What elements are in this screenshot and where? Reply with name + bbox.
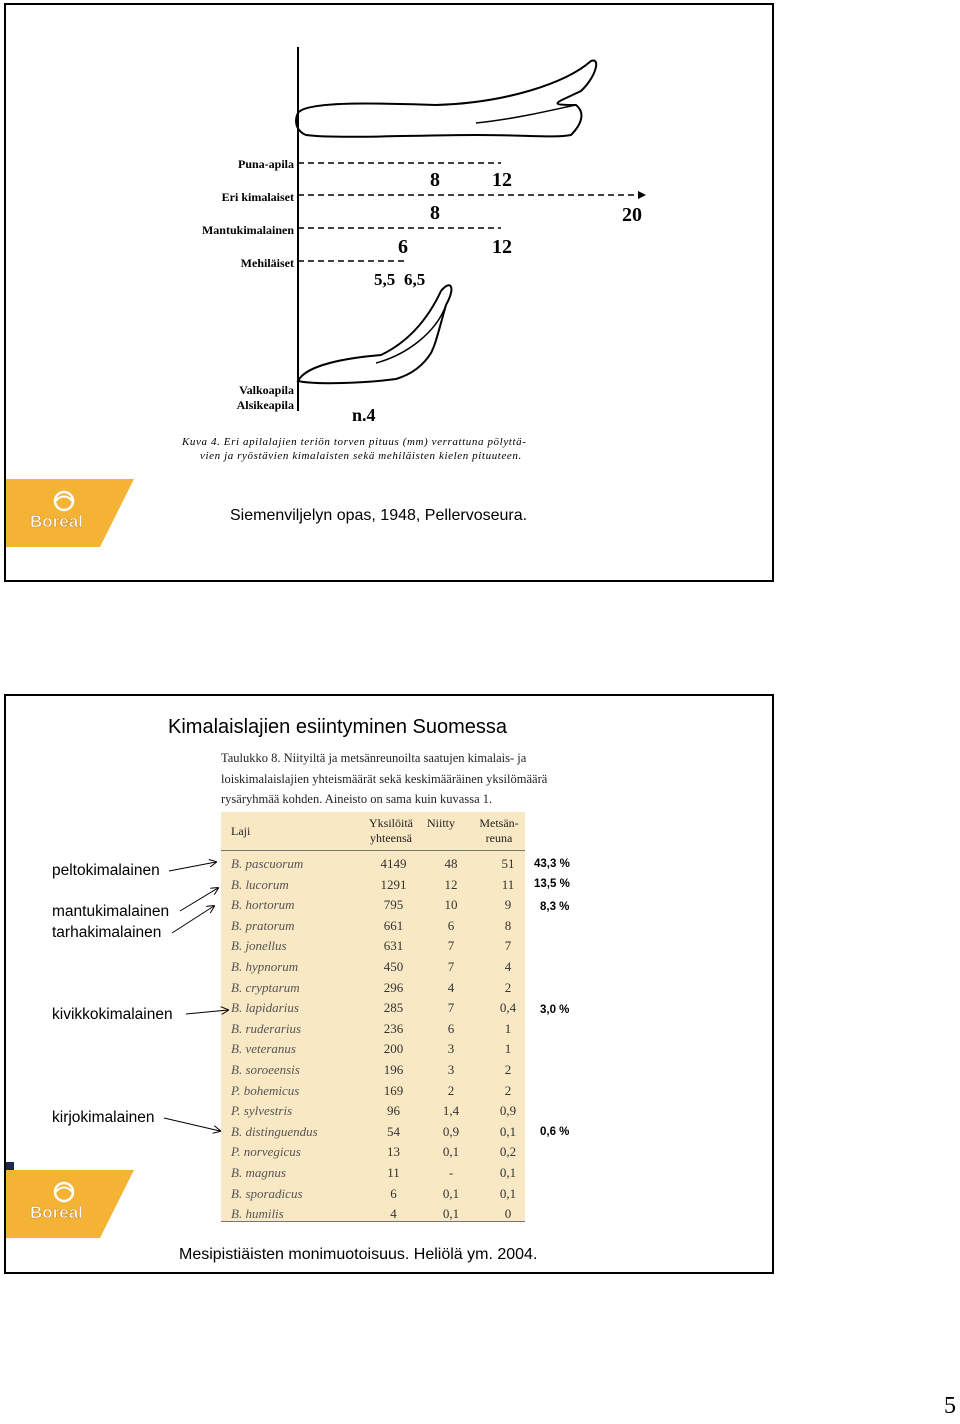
total-count: 4149 <box>380 856 407 871</box>
fig-label-n4: n.4 <box>352 405 376 425</box>
species-name: B. pratorum <box>231 917 295 933</box>
meadow-value: 7 <box>447 959 455 974</box>
pct-lucorum: 13,5 % <box>534 878 570 890</box>
species-name: P. sylvestris <box>231 1103 293 1119</box>
total-count: 631 <box>383 938 404 954</box>
species-name: B. magnus <box>231 1165 286 1180</box>
species-name: B. ruderarius <box>231 1020 302 1036</box>
table-caption-line: rysäryhmää kohden. Aineisto on sama kuin kuvassa 1. <box>221 792 493 806</box>
edge-value: 0,4 <box>499 1000 517 1016</box>
arrow-tarhakimalainen <box>172 906 214 933</box>
meadow-value: 6 <box>447 1020 455 1036</box>
edge-value: 0,9 <box>499 1103 517 1119</box>
fig-num-20: 20 <box>622 204 642 226</box>
edge-value: 0,1 <box>499 1165 517 1180</box>
species-name: B. jonellus <box>231 938 287 954</box>
fig-caption-line2: vien ja ryöstävien kimalaisten sekä mehiläisten kielen pituuteen. <box>200 450 522 462</box>
species-name: B. distinguendus <box>231 1123 318 1139</box>
meadow-value: 0,9 <box>442 1123 460 1139</box>
meadow-value: 12 <box>444 876 458 892</box>
total-count: 1291 <box>380 876 407 892</box>
label-tarhakimalainen: tarhakimalainen <box>52 924 162 941</box>
total-count: 285 <box>383 1000 404 1016</box>
page-number: 5 <box>944 1393 956 1419</box>
species-name: B. cryptarum <box>231 979 300 995</box>
meadow-value: 3 <box>447 1062 455 1077</box>
label-kivikkokimalainen: kivikkokimalainen <box>52 1006 173 1023</box>
label-kirjokimalainen: kirjokimalainen <box>52 1109 155 1126</box>
header-laji: Laji <box>231 824 251 838</box>
fig-label-alsikeapila: Alsikeapila <box>236 398 294 412</box>
meadow-value: 0,1 <box>442 1144 460 1160</box>
meadow-value: 2 <box>447 1082 455 1098</box>
species-name: P. bohemicus <box>231 1082 300 1098</box>
total-count: 661 <box>383 917 404 933</box>
boreal-logo <box>6 1170 136 1238</box>
edge-value: 0,2 <box>499 1144 517 1160</box>
boreal-logo-text: Boreal <box>30 1203 83 1222</box>
species-name: B. veteranus <box>231 1041 296 1057</box>
fig-label-eri-kimalaiset: Eri kimalaiset <box>221 190 294 204</box>
total-count: 13 <box>387 1144 400 1160</box>
species-name: B. lucorum <box>231 876 289 892</box>
fig-num-12a: 12 <box>492 169 512 191</box>
edge-value: 2 <box>504 1062 512 1077</box>
arrow-kirjokimalainen <box>164 1118 220 1131</box>
edge-value: 0 <box>504 1206 512 1222</box>
slide2-source-caption: Mesipistiäisten monimuotoisuus. Heliölä ym. 2004. <box>179 1246 538 1263</box>
edge-value: 2 <box>504 979 512 995</box>
species-name: B. sporadicus <box>231 1185 303 1201</box>
fig-label-valkoapila: Valkoapila <box>239 383 294 397</box>
meadow-value: 7 <box>447 938 455 954</box>
total-count: 11 <box>387 1165 400 1180</box>
total-count: 296 <box>383 979 404 995</box>
edge-value: 51 <box>501 856 515 871</box>
table-caption-line: loiskimalaislajien yhteismäärät sekä keskimääräinen yksilömäärä <box>221 771 548 786</box>
species-name: B. hortorum <box>231 897 295 913</box>
total-count: 196 <box>383 1062 404 1077</box>
slide-2 <box>4 694 774 1274</box>
total-count: 4 <box>390 1206 397 1222</box>
fig-num-8a: 8 <box>430 169 440 191</box>
meadow-value: 0,1 <box>442 1206 460 1222</box>
total-count: 236 <box>383 1020 404 1036</box>
meadow-value: 0,1 <box>442 1185 460 1201</box>
arrow-peltokimalainen <box>169 862 216 871</box>
species-name: B. humilis <box>231 1206 284 1222</box>
fig-num-12b: 12 <box>492 236 512 258</box>
clover-tube-figure <box>176 43 656 463</box>
fig-num-6-5: 6,5 <box>404 270 426 289</box>
fig-caption-line1: Kuva 4. Eri apilalajien teriön torven pituus (mm) verrattuna pölyttä- <box>182 436 527 448</box>
total-count: 795 <box>383 897 404 913</box>
fig-num-5-5: 5,5 <box>374 270 396 289</box>
pct-hortorum: 8,3 % <box>540 901 570 913</box>
total-count: 6 <box>390 1185 397 1201</box>
edge-value: 1 <box>504 1041 512 1057</box>
species-name: B. soroeensis <box>231 1062 300 1077</box>
edge-value: 0,1 <box>499 1123 517 1139</box>
meadow-value: - <box>448 1165 454 1180</box>
boreal-logo <box>6 479 136 547</box>
fig-label-mantukimalainen: Mantukimalainen <box>201 223 294 237</box>
edge-value: 8 <box>504 917 512 933</box>
pct-lapidarius: 3,0 % <box>540 1004 570 1016</box>
pct-pascuorum: 43,3 % <box>534 858 570 870</box>
fig-num-6: 6 <box>398 236 408 258</box>
species-name: P. norvegicus <box>231 1144 301 1160</box>
total-count: 54 <box>387 1123 400 1139</box>
meadow-value: 7 <box>447 1000 455 1016</box>
slide1-source-caption: Siemenviljelyn opas, 1948, Pellervoseura. <box>230 507 528 524</box>
meadow-value: 6 <box>447 917 455 933</box>
total-count: 450 <box>383 959 404 974</box>
meadow-value: 3 <box>447 1041 455 1057</box>
meadow-value: 4 <box>447 979 455 995</box>
header-edge: Metsän- reuna <box>479 816 519 845</box>
header-total: Yksilöitä yhteensä <box>369 816 413 845</box>
edge-value: 0,1 <box>499 1185 517 1201</box>
boreal-logo-text: Boreal <box>30 512 83 531</box>
meadow-value: 48 <box>444 856 458 871</box>
total-count: 169 <box>383 1082 404 1098</box>
slide2-title: Kimalaislajien esiintyminen Suomessa <box>168 716 508 738</box>
meadow-value: 1,4 <box>442 1103 460 1119</box>
edge-value: 4 <box>504 959 512 974</box>
edge-value: 7 <box>504 938 512 954</box>
edge-value: 9 <box>504 897 512 913</box>
fig-label-mehilaiset: Mehiläiset <box>240 256 294 270</box>
fig-num-8b: 8 <box>430 202 440 224</box>
total-count: 96 <box>387 1103 400 1119</box>
label-mantukimalainen: mantukimalainen <box>52 903 170 920</box>
pct-distinguendus: 0,6 % <box>540 1126 570 1138</box>
meadow-value: 10 <box>444 897 458 913</box>
label-peltokimalainen: peltokimalainen <box>52 862 160 879</box>
edge-value: 1 <box>504 1020 512 1036</box>
arrow-kivikkokimalainen <box>186 1010 228 1014</box>
species-name: B. pascuorum <box>231 856 304 871</box>
slide-1 <box>4 3 774 582</box>
total-count: 200 <box>383 1041 404 1057</box>
fig-label-puna-apila: Puna-apila <box>237 157 294 171</box>
header-meadow: Niitty <box>427 816 456 830</box>
edge-value: 2 <box>504 1082 512 1098</box>
species-name: B. lapidarius <box>231 1000 299 1016</box>
edge-value: 11 <box>501 876 515 892</box>
species-name: B. hypnorum <box>231 959 299 974</box>
table-caption-line: Taulukko 8. Niityiltä ja metsänreunoilta saatujen kimalais- ja <box>221 751 527 765</box>
